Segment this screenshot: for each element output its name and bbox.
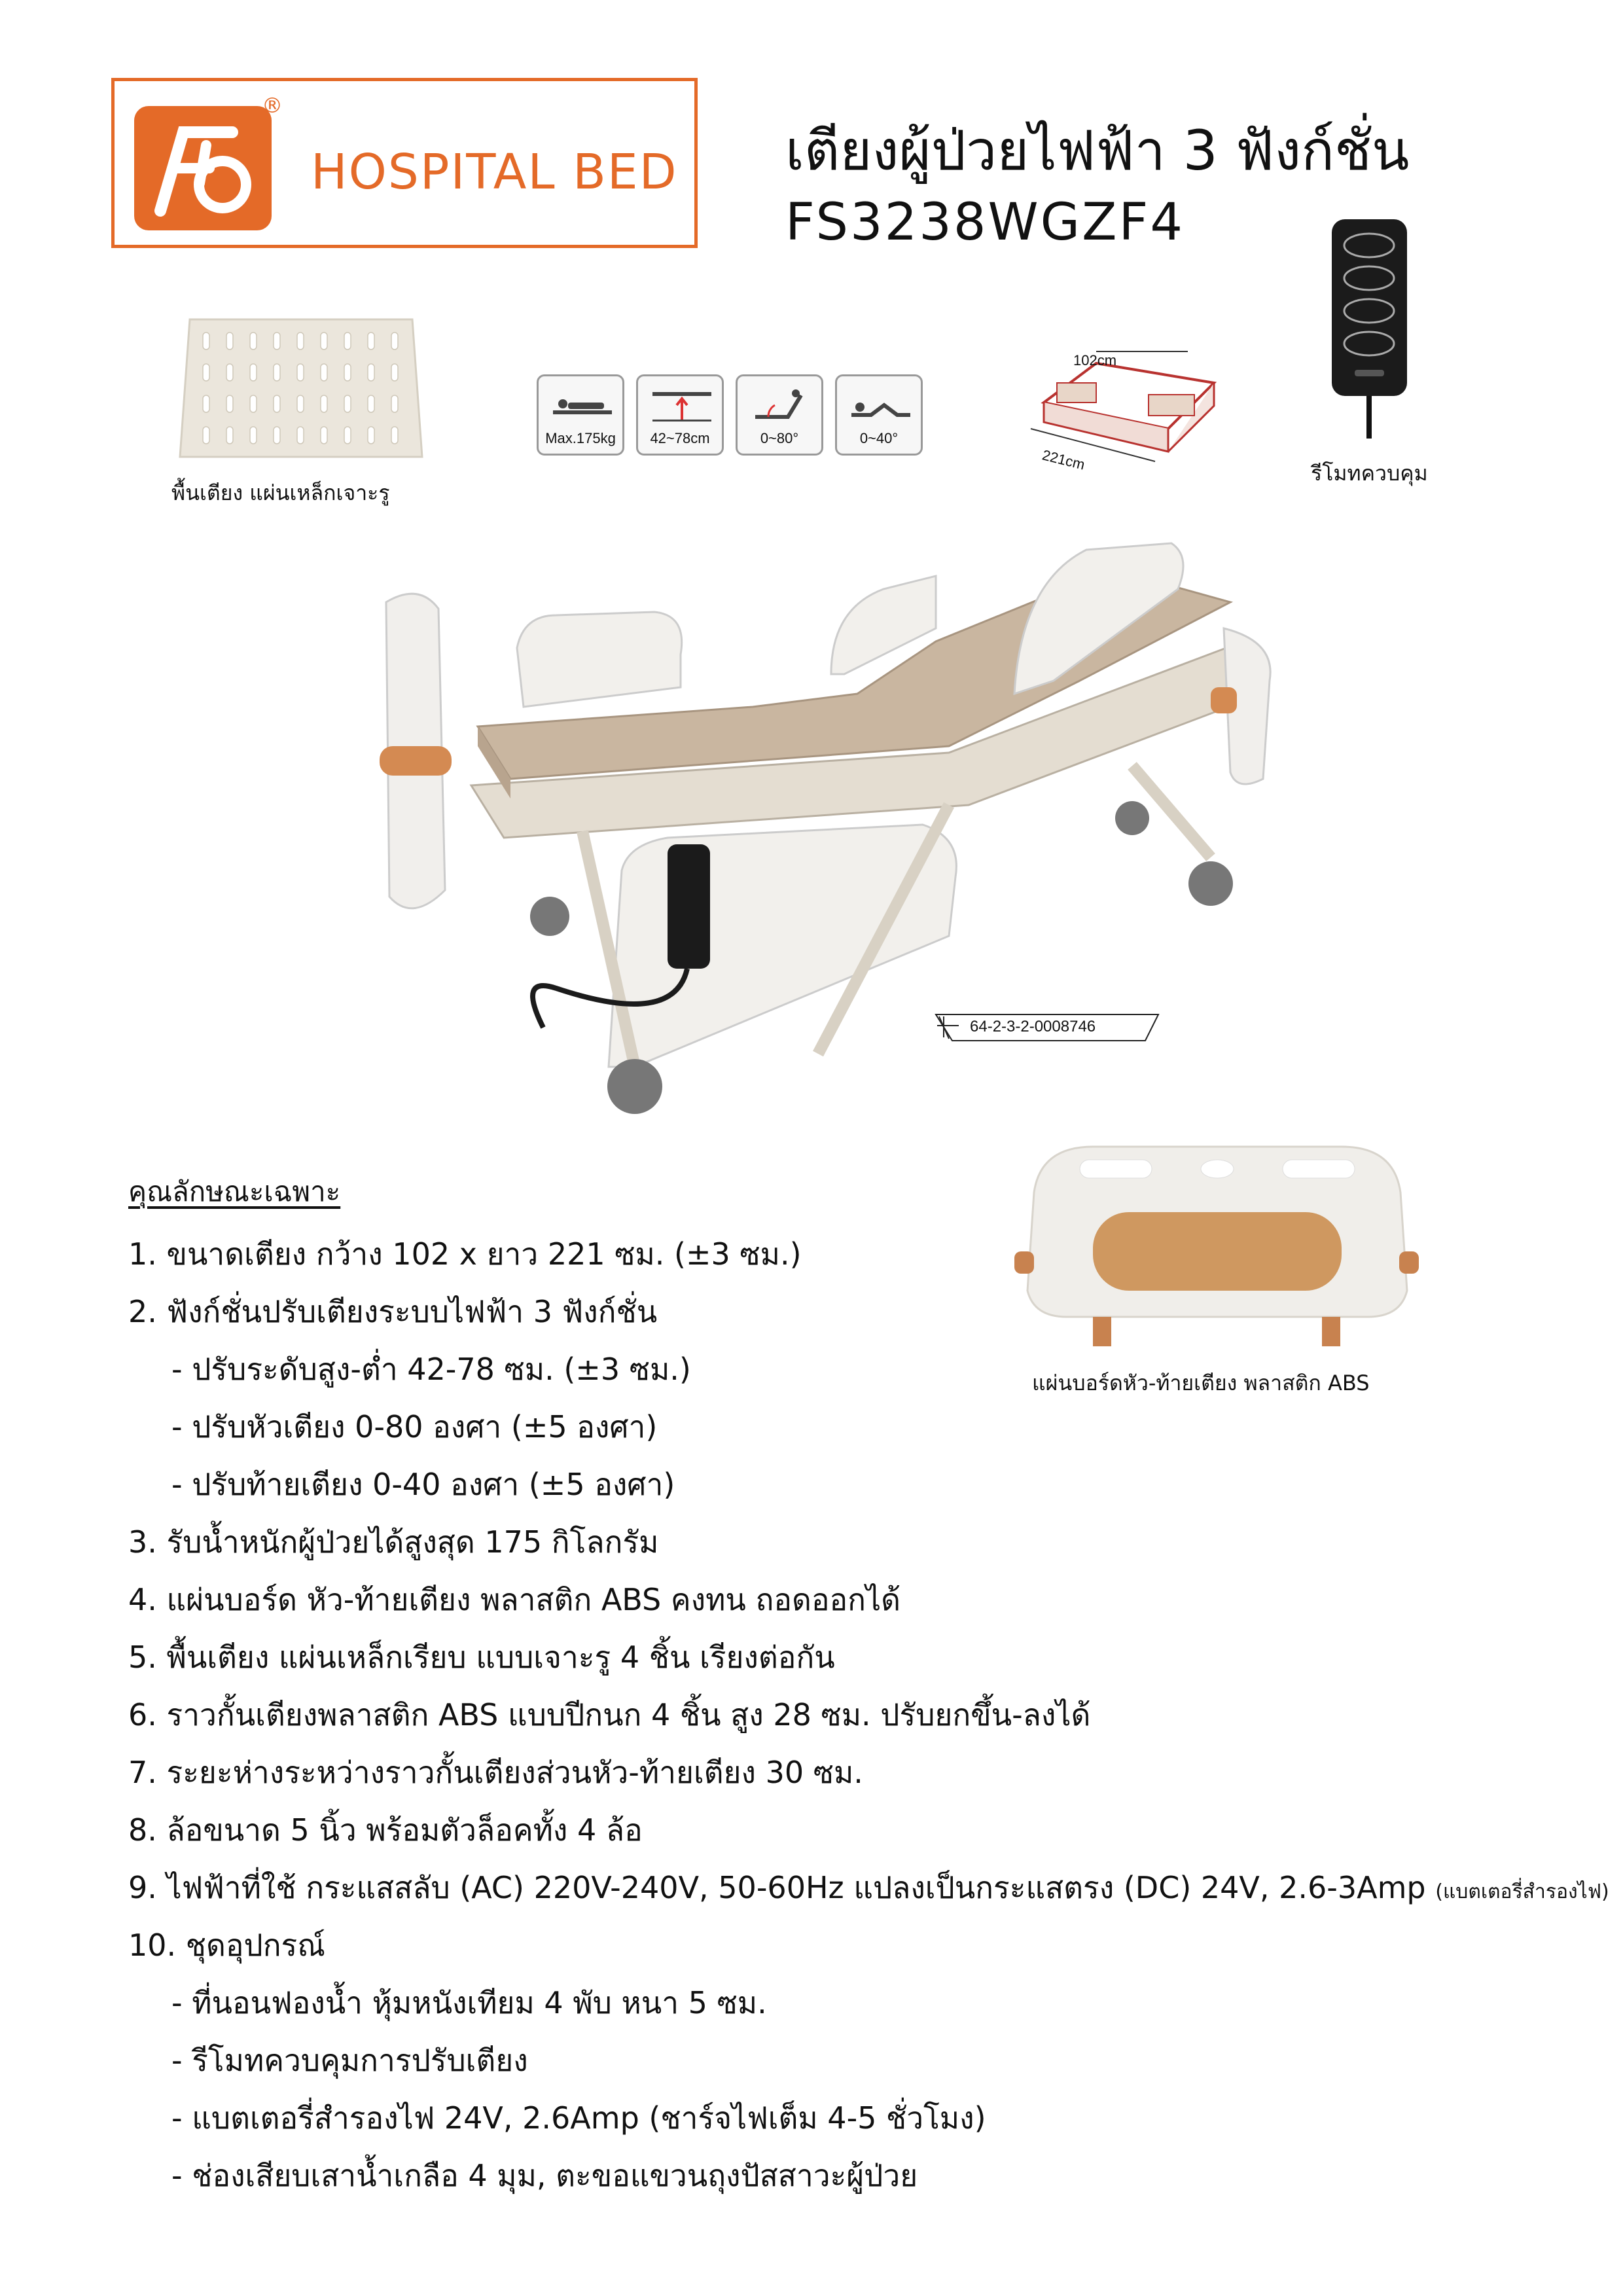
spec-text: 5. พื้นเตียง แผ่นเหล็กเรียบ แบบเจาะรู 4 ชิ้น เรียงต่อกัน bbox=[128, 1640, 835, 1675]
spec-line bbox=[128, 1230, 802, 1278]
height-adjust-icon bbox=[649, 386, 715, 425]
spec-note: (แบตเตอรี่สำรองไฟ) bbox=[1435, 1880, 1609, 1903]
spec-text: 7. ระยะห่างระหว่างราวกั้นเตียงส่วนหัว-ท้ายเตียง 30 ซม. bbox=[128, 1755, 863, 1790]
spec-line bbox=[171, 2094, 986, 2142]
spec-text: - ที่นอนฟองน้ำ หุ้มหนังเทียม 4 พับ หนา 5 ซม. bbox=[171, 1985, 767, 2020]
spec-text: 3. รับน้ำหนักผู้ป่วยได้สูงสุด 175 กิโลกรัม bbox=[128, 1524, 659, 1560]
spec-line bbox=[128, 1518, 658, 1566]
max-weight-label: Max.175kg bbox=[545, 430, 616, 446]
spec-line bbox=[128, 1691, 1090, 1739]
dimension-width-label: 102cm bbox=[1073, 352, 1117, 368]
spec-heading: คุณลักษณะเฉพาะ bbox=[128, 1175, 341, 1208]
height-range-spec bbox=[636, 374, 724, 456]
spec-line bbox=[171, 2037, 528, 2085]
knee-rest-angle-icon bbox=[848, 386, 914, 425]
backrest-angle-icon bbox=[749, 386, 814, 425]
headboard-caption: แผ่นบอร์ดหัว-ท้ายเตียง พลาสติก ABS bbox=[1032, 1371, 1370, 1395]
certification-number: 64-2-3-2-0008746 bbox=[970, 1018, 1096, 1035]
product-model: FS3238WGZF4 bbox=[785, 193, 1185, 252]
dimension-length-label: 221cm bbox=[1041, 446, 1087, 473]
spec-text: 10. ชุดอุปกรณ์ bbox=[128, 1928, 325, 1963]
patient-weight-icon bbox=[550, 386, 615, 425]
spec-line bbox=[128, 1864, 1609, 1912]
spec-text: - รีโมทควบคุมการปรับเตียง bbox=[171, 2043, 528, 2078]
headboard-image bbox=[1014, 1140, 1420, 1350]
spec-text: - ปรับท้ายเตียง 0-40 องศา (±5 องศา) bbox=[171, 1467, 675, 1502]
remote-control-image bbox=[1329, 216, 1410, 439]
spec-text: 6. ราวกั้นเตียงพลาสติก ABS แบบปีกนก 4 ชิ้น สูง 28 ซม. ปรับยกขึ้น-ลงได้ bbox=[128, 1697, 1091, 1732]
spec-line bbox=[128, 1806, 643, 1854]
spec-line bbox=[171, 1346, 691, 1393]
spec-text: 8. ล้อขนาด 5 นิ้ว พร้อมตัวล็อคทั้ง 4 ล้อ bbox=[128, 1812, 643, 1848]
spec-text: 9. ไฟฟ้าที่ใช้ กระแสสลับ (AC) 220V-240V, 50-60Hz แปลงเป็นกระแสตรง (DC) 24V, 2.6-3Amp bbox=[128, 1870, 1436, 1905]
remote-caption: รีโมทควบคุม bbox=[1311, 461, 1428, 486]
brand-logo bbox=[111, 78, 698, 248]
backrest-spec bbox=[736, 374, 823, 456]
max-weight-spec bbox=[537, 374, 624, 456]
spec-line bbox=[128, 1576, 901, 1624]
kneerest-angle-label: 0~40° bbox=[859, 430, 899, 446]
spec-text: - แบตเตอรี่สำรองไฟ 24V, 2.6Amp (ชาร์จไฟเต็ม 4-5 ชั่วโมง) bbox=[171, 2100, 986, 2136]
logo-text: HOSPITAL BED bbox=[311, 144, 678, 200]
kneerest-spec bbox=[835, 374, 923, 456]
spec-text: 2. ฟังก์ชั่นปรับเตียงระบบไฟฟ้า 3 ฟังก์ชั่น bbox=[128, 1294, 658, 1329]
perforated-deck-image bbox=[177, 313, 425, 463]
spec-line bbox=[171, 1979, 767, 2027]
spec-line bbox=[128, 1749, 863, 1797]
deck-caption: พื้นเตียง แผ่นเหล็กเจาะรู bbox=[171, 480, 390, 505]
spec-line bbox=[171, 2152, 918, 2200]
height-range-label: 42~78cm bbox=[650, 430, 710, 446]
spec-text: - ปรับหัวเตียง 0-80 องศา (±5 องศา) bbox=[171, 1409, 658, 1444]
spec-line bbox=[128, 1634, 835, 1681]
spec-line bbox=[128, 1288, 657, 1336]
spec-line bbox=[171, 1403, 657, 1451]
spec-text: - ปรับระดับสูง-ต่ำ 42-78 ซม. (±3 ซม.) bbox=[171, 1352, 691, 1387]
spec-text: 1. ขนาดเตียง กว้าง 102 x ยาว 221 ซม. (±3 ซม.) bbox=[128, 1236, 802, 1272]
backrest-angle-label: 0~80° bbox=[760, 430, 799, 446]
hospital-bed-image bbox=[360, 530, 1296, 1139]
product-title: เตียงผู้ป่วยไฟฟ้า 3 ฟังก์ชั่น bbox=[785, 118, 1410, 183]
spec-line bbox=[171, 1461, 675, 1509]
spec-line bbox=[128, 1922, 325, 1969]
logo-fs-icon bbox=[134, 106, 272, 230]
spec-text: 4. แผ่นบอร์ด หัว-ท้ายเตียง พลาสติก ABS คงทน ถอดออกได้ bbox=[128, 1582, 901, 1617]
registered-mark: ® bbox=[262, 93, 283, 118]
spec-text: - ช่องเสียบเสาน้ำเกลือ 4 มุม, ตะขอแขวนถุงปัสสาวะผู้ป่วย bbox=[171, 2158, 918, 2193]
